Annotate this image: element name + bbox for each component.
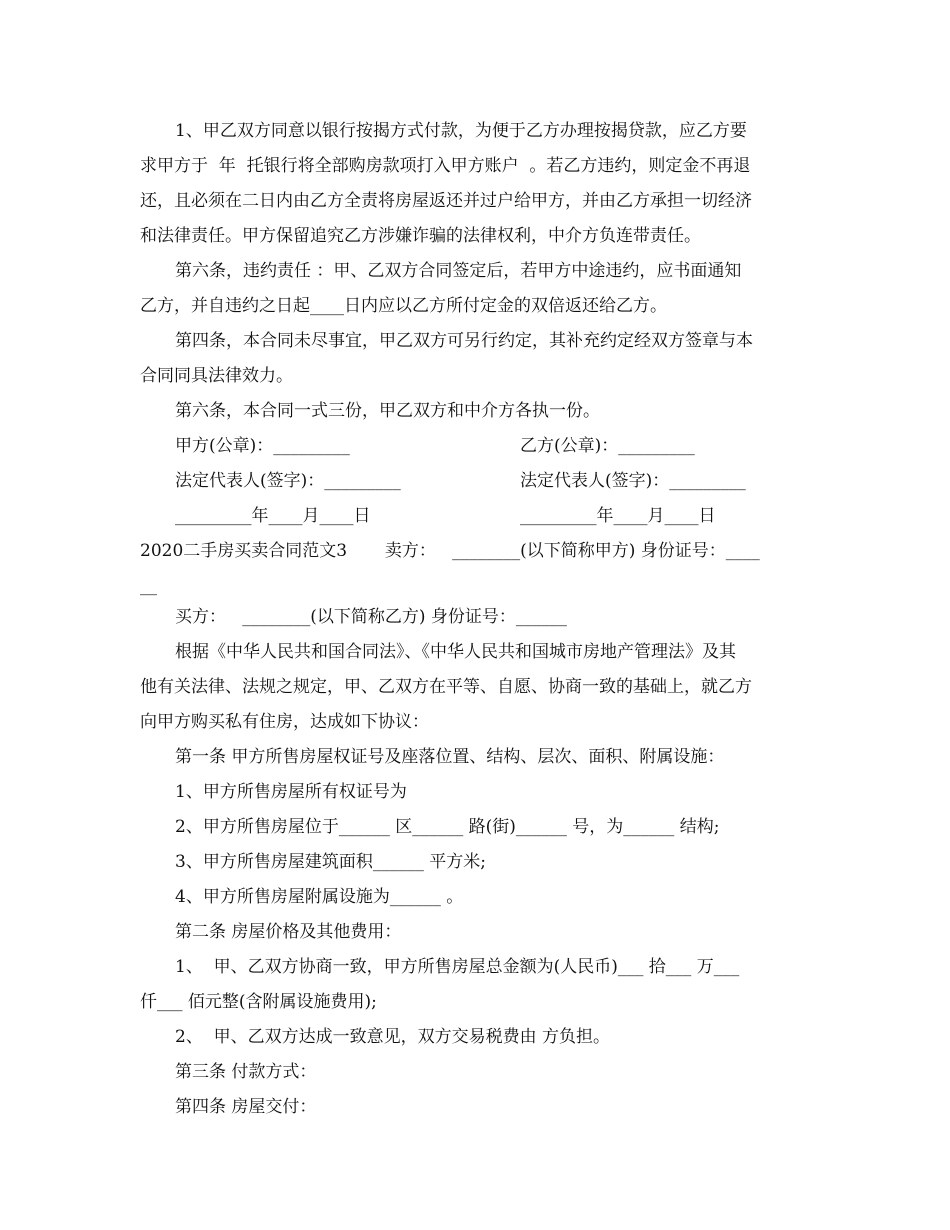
clause-line: 2、甲方所售房屋位于______ 区______ 路(街)______ 号，为______ 结构; [175,817,720,837]
paragraph-line: 第六条，违约责任 ：甲、乙双方合同签定后，若甲方中途违约，应书面通知 [175,261,742,281]
article-heading: 第一条 甲方所售房屋权证号及座落位置、结构、层次、面积、附属设施： [175,747,725,767]
party-a-date: _________年____月____日 [175,506,371,526]
paragraph-line: 乙方，并自违约之日起____日内应以乙方所付定金的双倍返还给乙方。 [140,296,667,316]
clause-line: 4、甲方所售房屋附属设施为______ 。 [175,887,464,907]
party-a-representative: 法定代表人(签字)：_________ [175,471,401,491]
paragraph-line: 第六条，本合同一式三份，甲乙双方和中介方各执一份。 [175,401,600,421]
paragraph-line: 1、甲乙双方同意以银行按揭方式付款，为便于乙方办理按揭贷款，应乙方要 [175,121,747,141]
paragraph-line: 根据《中华人民共和国合同法》、《中华人民共和国城市房地产管理法》及其 [175,642,736,662]
paragraph-line: 第四条，本合同未尽事宜，甲乙双方可另行约定，其补充约定经双方签章与本 [175,331,753,351]
party-b-date: _________年____月____日 [520,506,716,526]
article-heading: 第四条 房屋交付： [175,1097,317,1117]
party-b-representative: 法定代表人(签字)：_________ [520,471,746,491]
contract-heading-wrap: __ [140,576,157,596]
paragraph-line: 和法律责任。甲方保留追究乙方涉嫌诈骗的法律权利，中介方负连带责任。 [140,226,701,246]
party-a-seal: 甲方(公章)：_________ [175,436,350,456]
contract-heading-line: 2020二手房买卖合同范文3 卖方： ________(以下简称甲方) 身份证号：____ [140,541,760,561]
buyer-line: 买方： ________(以下简称乙方) 身份证号：______ [175,607,567,627]
paragraph-line: 他有关法律、法规之规定，甲、乙双方在平等、自愿、协商一致的基础上，就乙方 [140,677,752,697]
paragraph-line: 向甲方购买私有住房，达成如下协议： [140,712,429,732]
clause-line: 3、甲方所售房屋建筑面积______ 平方米; [175,852,486,872]
clause-line: 仟___ 佰元整(含附属设施费用); [140,992,377,1012]
clause-line: 1、 甲、乙双方协商一致，甲方所售房屋总金额为(人民币)___ 拾___ 万___ [175,957,740,977]
article-heading: 第三条 付款方式： [175,1062,317,1082]
clause-line: 1、甲方所售房屋所有权证号为 [175,782,407,802]
paragraph-line: 还，且必须在二日内由乙方全责将房屋返还并过户给甲方，并由乙方承担一切经济 [140,191,752,211]
article-heading: 第二条 房屋价格及其他费用： [175,922,402,942]
paragraph-line: 合同同具法律效力。 [140,366,293,386]
paragraph-line: 求甲方于 年 托银行将全部购房款项打入甲方账户 。若乙方违约，则定金不再退 [140,156,751,176]
clause-line: 2、 甲、乙双方达成一致意见，双方交易税费由 方负担。 [175,1027,611,1047]
party-b-seal: 乙方(公章)：_________ [520,436,695,456]
